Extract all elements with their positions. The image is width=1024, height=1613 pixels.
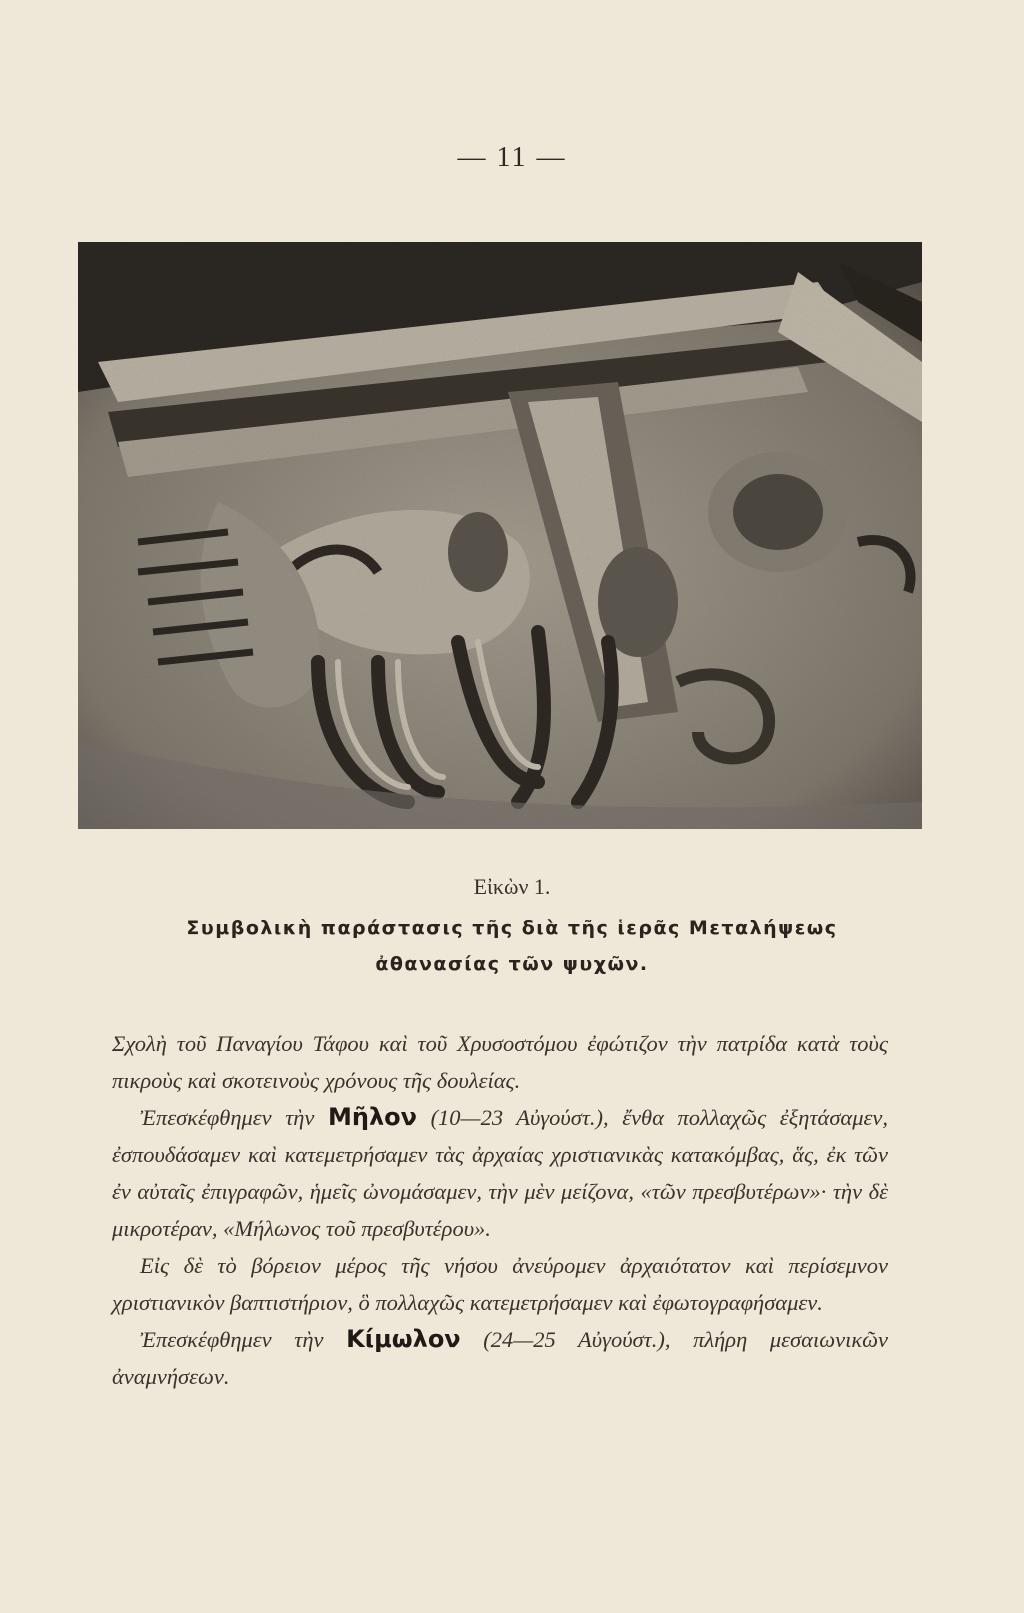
figure-caption [112, 910, 912, 982]
figure-caption-line-2: ἀθανασίας τῶν ψυχῶν. [375, 953, 649, 975]
paragraph-3: Εἰς δὲ τὸ βόρειον μέρος τῆς νήσου ἀνεύρομεν ἀρχαιότατον καὶ περίσεμνον χριστιανικὸν βαπτιστήριον, ὃ πολλαχῶς κατεμετρήσαμεν καὶ ἐφωτογραφήσαμεν. [112, 1253, 888, 1315]
place-name-kimolos: Κίμωλον [346, 1325, 461, 1353]
figure-label: Εἰκὼν 1. [473, 874, 551, 899]
carved-relief-image [78, 242, 922, 829]
place-name-milos: Μῆλον [328, 1103, 417, 1131]
figure-caption-line-1: Συμβολικὴ παράστασις τῆς διὰ τῆς ἱερᾶς Μεταλήψεως [186, 917, 838, 939]
paragraph-4 [112, 1321, 888, 1395]
paragraph-4-rest: (24—25 Αὐγούστ.), πλήρη μεσαιωνικῶν ἀναμνήσεων. [112, 1327, 888, 1389]
body-text [112, 1025, 888, 1395]
figure-photograph [78, 242, 922, 829]
paragraph-1: Σχολὴ τοῦ Παναγίου Τάφου καὶ τοῦ Χρυσοστόμου ἐφώτιζον τὴν πατρίδα κατὰ τοὺς πικροὺς καὶ σκοτεινοὺς χρόνους τῆς δουλείας. [112, 1031, 888, 1093]
page-number: — 11 — [457, 142, 567, 173]
paragraph-2-rest: (10—23 Αὐγούστ.), ἔνθα πολλαχῶς ἐξητάσαμεν, ἐσπουδάσαμεν καὶ κατεμετρήσαμεν τὰς ἀρχαίας χριστιανικὰς κατακόμβας, ἅς, ἐκ τῶν ἐν αὐταῖς ἐπιγραφῶν, ἡμεῖς ὠνομάσαμεν, τὴν μὲν μείζονα, «τῶν πρεσβυτέρων»· τὴν δὲ μικροτέραν, «Μήλωνος τοῦ πρεσβυτέρου». [112, 1105, 889, 1241]
paragraph-4-lead: Ἐπεσκέφθημεν τὴν [140, 1327, 347, 1352]
paragraph-2 [112, 1099, 888, 1247]
paragraph-2-lead: Ἐπεσκέφθημεν τὴν [140, 1105, 328, 1130]
